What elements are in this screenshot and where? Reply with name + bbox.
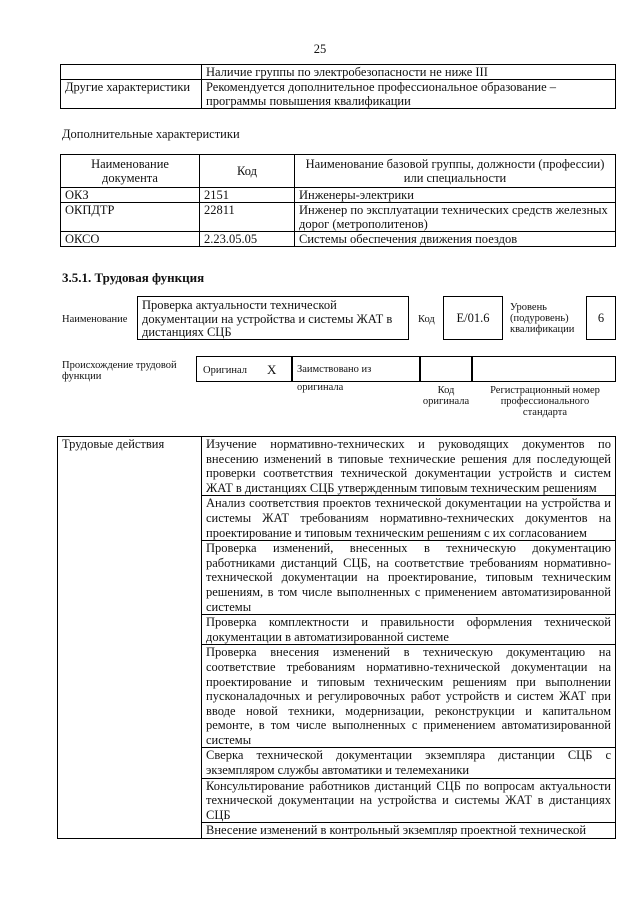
table-header-row: [61, 155, 616, 188]
extra-characteristics-title: Дополнительные характеристики: [62, 127, 240, 141]
function-code: E/01.6: [443, 296, 503, 340]
level-value: 6: [586, 296, 616, 340]
table-cell: Инженеры-электрики: [295, 188, 616, 203]
action-item: Внесение изменений в контрольный экземпляр проектной технической: [202, 823, 616, 839]
table-row: [61, 65, 616, 80]
original-cell: [196, 356, 292, 382]
function-name: Проверка актуальности технической документации на устройства и системы ЖАТ в дистанциях СЦБ: [137, 296, 409, 340]
page-number: 25: [313, 42, 327, 56]
table-cell: Инженер по эксплуатации технических средств железных дорог (метрополитенов): [295, 203, 616, 232]
table-cell: [61, 65, 202, 80]
code-original-caption: Код оригинала: [422, 385, 470, 407]
action-item: Проверка комплектности и правильности оформления технической документации в автоматизированной системе: [202, 615, 616, 645]
original-mark: X: [267, 362, 277, 377]
column-header: Наименование базовой группы, должности (профессии) или специальности: [295, 155, 616, 188]
section-title: 3.5.1. Трудовая функция: [62, 270, 205, 285]
action-item: Проверка изменений, внесенных в техническую документацию работниками дистанций СЦБ, на соответствие требованиям нормативно-технической документации на проектирование, типовым техническим решениям, в том числе выполненных с применением автоматизированной системы: [202, 541, 616, 615]
table-cell: ОКСО: [61, 232, 200, 247]
original-label: Оригинал: [203, 365, 247, 376]
extra-characteristics-table: [60, 154, 616, 247]
table-row: [61, 188, 616, 203]
level-label: Уровень (подуровень) квалификации: [510, 302, 575, 335]
table-cell: ОКЗ: [61, 188, 200, 203]
table-row: [61, 232, 616, 247]
action-item: Проверка внесения изменений в техническую документацию на соответствие требованиям нормативно-технической документации на проектирование и типовым техническим решениям при выполнении пусконаладочных и регулировочных работ устройств и систем ЖАТ при вводе новой техники, модернизации, реконструкции и капитальном ремонте, в том числе выполненных с применением автоматизированной системы: [202, 645, 616, 748]
qualification-table: [60, 64, 616, 109]
table-cell: 22811: [200, 203, 295, 232]
borrowed-label: Заимствовано из оригинала: [297, 364, 372, 393]
action-item: Анализ соответствия проектов технической документации на устройства и системы ЖАТ требованиям нормативно-технических документов на проектирование и типовым техническим решениям с их согласованием: [202, 496, 616, 541]
action-item: Изучение нормативно-технических и руководящих документов по внесению изменений в типовые технические решения для последующей проверки соответствия технической документации устройств и систем ЖАТ в дистанциях СЦБ утвержденным типовым техническим решениям: [202, 437, 616, 496]
table-cell: 2.23.05.05: [200, 232, 295, 247]
actions-label: Трудовые действия: [58, 437, 202, 839]
table-cell: Рекомендуется дополнительное профессиональное образование – программы повышения квалификации: [202, 80, 616, 109]
registration-caption: Регистрационный номер профессионального стандарта: [490, 385, 600, 418]
action-item: Сверка технической документации экземпляра дистанции СЦБ с экземпляром службы автоматики и телемеханики: [202, 748, 616, 778]
registration-number-cell: [472, 356, 616, 382]
borrowed-cell: [292, 356, 420, 393]
table-cell: Другие характеристики: [61, 80, 202, 109]
table-cell: Наличие группы по электробезопасности не ниже III: [202, 65, 616, 80]
table-row: [61, 203, 616, 232]
action-item: Консультирование работников дистанций СЦБ по вопросам актуальности технической документации на устройства и системы ЖАТ в дистанциях СЦБ: [202, 778, 616, 823]
table-cell: Системы обеспечения движения поездов: [295, 232, 616, 247]
labor-actions-table: [57, 436, 616, 839]
column-header: Код: [200, 155, 295, 188]
name-label: Наименование: [62, 314, 128, 325]
column-header: Наименование документа: [61, 155, 200, 188]
table-cell: ОКПДТР: [61, 203, 200, 232]
original-code-cell: [420, 356, 472, 382]
origin-label: Происхождение трудовой функции: [62, 360, 177, 382]
table-row: [61, 80, 616, 109]
code-label: Код: [418, 314, 435, 325]
table-row: [58, 437, 616, 496]
table-cell: 2151: [200, 188, 295, 203]
